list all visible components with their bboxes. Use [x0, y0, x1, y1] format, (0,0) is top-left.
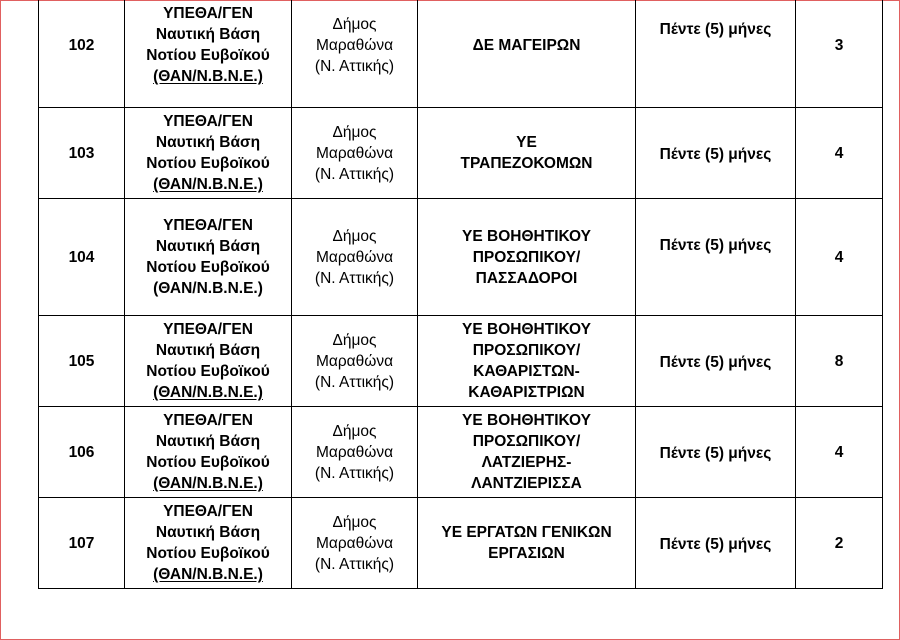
table-row [39, 316, 883, 407]
position-code: 107 [39, 498, 125, 589]
specialty-line: ΥΕ ΒΟΗΘΗΤΙΚΟΥ [462, 227, 591, 245]
location-line: Μαραθώνα [315, 144, 394, 162]
duration: Πέντε (5) μήνες [636, 498, 796, 589]
organization [125, 108, 292, 199]
position-code: 104 [39, 199, 125, 316]
specialty-line: ΠΡΟΣΩΠΙΚΟΥ/ [472, 433, 581, 450]
location-line: Μαραθώνα [315, 352, 394, 370]
staff-count: 8 [796, 316, 883, 407]
organization [125, 199, 292, 316]
organization [125, 0, 292, 108]
position-code: 106 [39, 407, 125, 498]
organization-line: ΥΠΕΘΑ/ΓΕΝ [163, 5, 253, 22]
organization-line: Ναυτική Βάση [155, 342, 261, 359]
specialty-line: ΥΕ ΒΟΗΘΗΤΙΚΟΥ [462, 412, 591, 429]
organization-line: ΥΠΕΘΑ/ΓΕΝ [163, 412, 253, 429]
staff-count: 3 [796, 0, 883, 108]
position-code: 103 [39, 108, 125, 199]
specialty-line: ΕΡΓΑΣΙΩΝ [488, 545, 565, 562]
organization-line: Ναυτική Βάση [155, 433, 261, 450]
table-row [39, 407, 883, 498]
positions-table [38, 0, 883, 589]
organization-line: ΥΠΕΘΑ/ΓΕΝ [163, 113, 253, 130]
table-row [39, 199, 883, 316]
position-code: 102 [39, 0, 125, 108]
location [292, 316, 418, 407]
specialty-line: ΚΑΘΑΡΙΣΤΩΝ- [473, 363, 580, 380]
organization-line: (ΘΑΝ/Ν.Β.Ν.Ε.) [153, 68, 263, 85]
organization-line: (ΘΑΝ/Ν.Β.Ν.Ε.) [153, 475, 263, 492]
location-line: Μαραθώνα [315, 534, 394, 552]
duration: Πέντε (5) μήνες [636, 316, 796, 407]
staff-count: 4 [796, 108, 883, 199]
organization-line: Ναυτική Βάση [155, 524, 261, 541]
location-line: Δήμος [332, 15, 377, 33]
organization-line: Νοτίου Ευβοϊκού [146, 545, 270, 562]
specialty-line: ΠΡΟΣΩΠΙΚΟΥ/ [472, 342, 581, 359]
organization-line: ΥΠΕΘΑ/ΓΕΝ [163, 321, 253, 338]
specialty-line: ΛΑΝΤΖΙΕΡΙΣΣΑ [471, 475, 582, 492]
organization-line: Νοτίου Ευβοϊκού [146, 363, 270, 380]
organization [125, 316, 292, 407]
location [292, 0, 418, 108]
specialty [418, 199, 636, 316]
location-line: Μαραθώνα [315, 443, 394, 461]
staff-count: 4 [796, 407, 883, 498]
organization-line: (ΘΑΝ/Ν.Β.Ν.Ε.) [153, 176, 263, 193]
specialty-line: ΚΑΘΑΡΙΣΤΡΙΩΝ [468, 384, 585, 401]
specialty [418, 407, 636, 498]
table-row [39, 0, 883, 108]
location-line: Δήμος [332, 331, 377, 349]
duration: Πέντε (5) μήνες [636, 108, 796, 199]
specialty-line: ΥΕ [516, 134, 537, 151]
specialty-line: ΠΑΣΣΑΔΟΡΟΙ [475, 269, 578, 287]
location [292, 199, 418, 316]
organization-line: Νοτίου Ευβοϊκού [146, 155, 270, 172]
organization-line: (ΘΑΝ/Ν.Β.Ν.Ε.) [153, 384, 263, 401]
table-row [39, 108, 883, 199]
specialty-line: ΔΕ ΜΑΓΕΙΡΩΝ [472, 36, 581, 54]
duration: Πέντε (5) μήνες [636, 0, 796, 108]
staff-count: 2 [796, 498, 883, 589]
location-line: (Ν. Αττικής) [314, 373, 395, 391]
location [292, 407, 418, 498]
organization [125, 407, 292, 498]
specialty-line: ΥΕ ΒΟΗΘΗΤΙΚΟΥ [462, 321, 591, 338]
organization-line: (ΘΑΝ/Ν.Β.Ν.Ε.) [153, 280, 263, 297]
location-line: (Ν. Αττικής) [314, 165, 395, 183]
organization-line: Νοτίου Ευβοϊκού [146, 47, 270, 64]
specialty [418, 108, 636, 199]
specialty-line: ΛΑΤΖΙΕΡΗΣ- [481, 454, 572, 471]
location-line: (Ν. Αττικής) [314, 464, 395, 482]
location-line: (Ν. Αττικής) [314, 57, 395, 75]
organization-line: Ναυτική Βάση [155, 26, 261, 43]
specialty-line: ΠΡΟΣΩΠΙΚΟΥ/ [472, 248, 581, 266]
duration: Πέντε (5) μήνες [636, 199, 796, 316]
specialty [418, 0, 636, 108]
specialty-line: ΤΡΑΠΕΖΟΚΟΜΩΝ [460, 155, 593, 172]
location-line: Δήμος [332, 227, 377, 245]
organization [125, 498, 292, 589]
location [292, 108, 418, 199]
organization-line: Ναυτική Βάση [155, 134, 261, 151]
location-line: (Ν. Αττικής) [314, 269, 395, 287]
position-code: 105 [39, 316, 125, 407]
location-line: Μαραθώνα [315, 36, 394, 54]
location-line: Μαραθώνα [315, 248, 394, 266]
table-row [39, 498, 883, 589]
specialty [418, 316, 636, 407]
organization-line: Νοτίου Ευβοϊκού [146, 454, 270, 471]
specialty [418, 498, 636, 589]
location-line: Δήμος [332, 513, 377, 531]
organization-line: Ναυτική Βάση [155, 238, 261, 255]
organization-line: Νοτίου Ευβοϊκού [146, 259, 270, 276]
organization-line: ΥΠΕΘΑ/ΓΕΝ [163, 503, 253, 520]
location [292, 498, 418, 589]
positions-table-body [39, 0, 883, 589]
specialty-line: ΥΕ ΕΡΓΑΤΩΝ ΓΕΝΙΚΩΝ [441, 524, 612, 541]
organization-line: ΥΠΕΘΑ/ΓΕΝ [163, 217, 253, 234]
location-line: Δήμος [332, 123, 377, 141]
duration: Πέντε (5) μήνες [636, 407, 796, 498]
location-line: (Ν. Αττικής) [314, 555, 395, 573]
location-line: Δήμος [332, 422, 377, 440]
staff-count: 4 [796, 199, 883, 316]
organization-line: (ΘΑΝ/Ν.Β.Ν.Ε.) [153, 566, 263, 583]
